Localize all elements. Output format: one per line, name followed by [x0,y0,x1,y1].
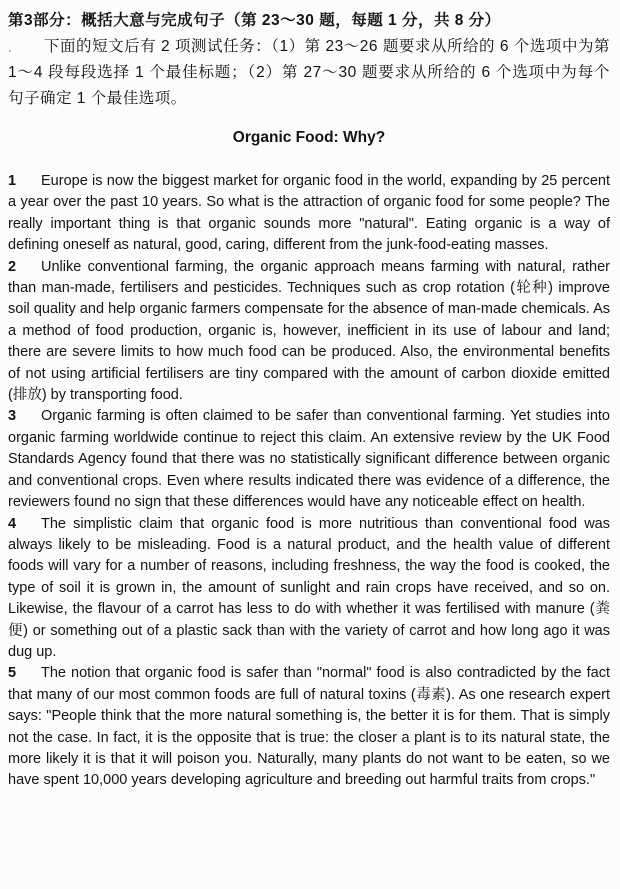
article-paragraph-1 [8,171,610,257]
paragraph-text: Europe is now the biggest market for organic food in the world, expanding by 25 percent a year over the past 10 years. So what is the attraction of organic food for some people? The really important thing is that organic sounds more "natural". Eating organic is a way of defining oneself as natural, good, caring, different from the junk-food-eating masses. [8,173,610,254]
paragraph-number: 2 [8,258,17,275]
paragraph-number: 5 [8,665,17,682]
section-title: 第3部分：概括大意与完成句子（第 23～30 题，每题 1 分，共 8 分） [8,12,501,29]
article-paragraph-5 [8,663,610,791]
paragraph-text: Organic farming is often claimed to be safer than conventional farming. Yet studies into organic farming worldwide continue to reject this claim. An extensive review by the UK Food Standards Agency found that there was no statistically significant difference between organic and conventional crops. Even where results indicated there was evidence of a difference, the reviewers found no sign that these differences would have any noticeable effect on health. [8,408,610,511]
article-paragraph-4 [8,514,610,664]
paragraph-number: 4 [8,515,17,532]
paragraph-text: Unlike conventional farming, the organic approach means farming with natural, rather than man-made, fertilisers and pesticides. Techniques such as crop rotation (轮种) improve soil quality and help organic farmers compensate for the absence of man-made chemicals. As a method of food production, organic is, however, inefficient in its use of labour and land; there are severe limits to how much food can be produced. Also, the environmental benefits of not using artificial fertilisers are tiny compared with the amount of carbon dioxide emitted (排放) by transporting food. [8,258,610,404]
margin-dot-mark: · [8,45,13,57]
paragraph-text: The notion that organic food is safer than "normal" food is also contradicted by the fact that many of our most common foods are full of natural toxins (毒素). As one research expert says: "People think that the more natural something is, the better it is for them. That is simply not the case. In fact, it is the opposite that is true: the closer a plant is to its natural state, the more likely it is that it will poison you. Naturally, many plants do not want to be eaten, so we have spent 10,000 years developing agriculture and breeding out harmful traits from crops." [8,665,610,789]
instructions-paragraph [8,34,610,112]
article-paragraph-2 [8,257,610,407]
paragraph-number: 1 [8,173,17,189]
article-title: Organic Food: Why? [232,129,386,146]
paragraph-text: The simplistic claim that organic food is more nutritious than conventional food was always likely to be misleading. Food is a natural product, and the health value of different foods will vary for a number of reasons, including freshness, the way the food is cooked, the type of soil it is grown in, the amount of sunlight and rain crops have received, and so on. Likewise, the flavour of a carrot has less to do with whether it was fertilised with manure (粪便) or something out of a plastic sack than with the variety of carrot and how long ago it was dug up. [8,515,610,660]
instructions-text: 下面的短文后有 2 项测试任务：（1）第 23～26 题要求从所给的 6 个选项中为第 1～4 段每段选择 1 个最佳标题；（2）第 27～30 题要求从所给的 6 个选项中为每个句子确定 1 个最佳选项。 [8,38,610,107]
article-paragraph-3 [8,406,610,513]
paragraph-number: 3 [8,408,17,425]
